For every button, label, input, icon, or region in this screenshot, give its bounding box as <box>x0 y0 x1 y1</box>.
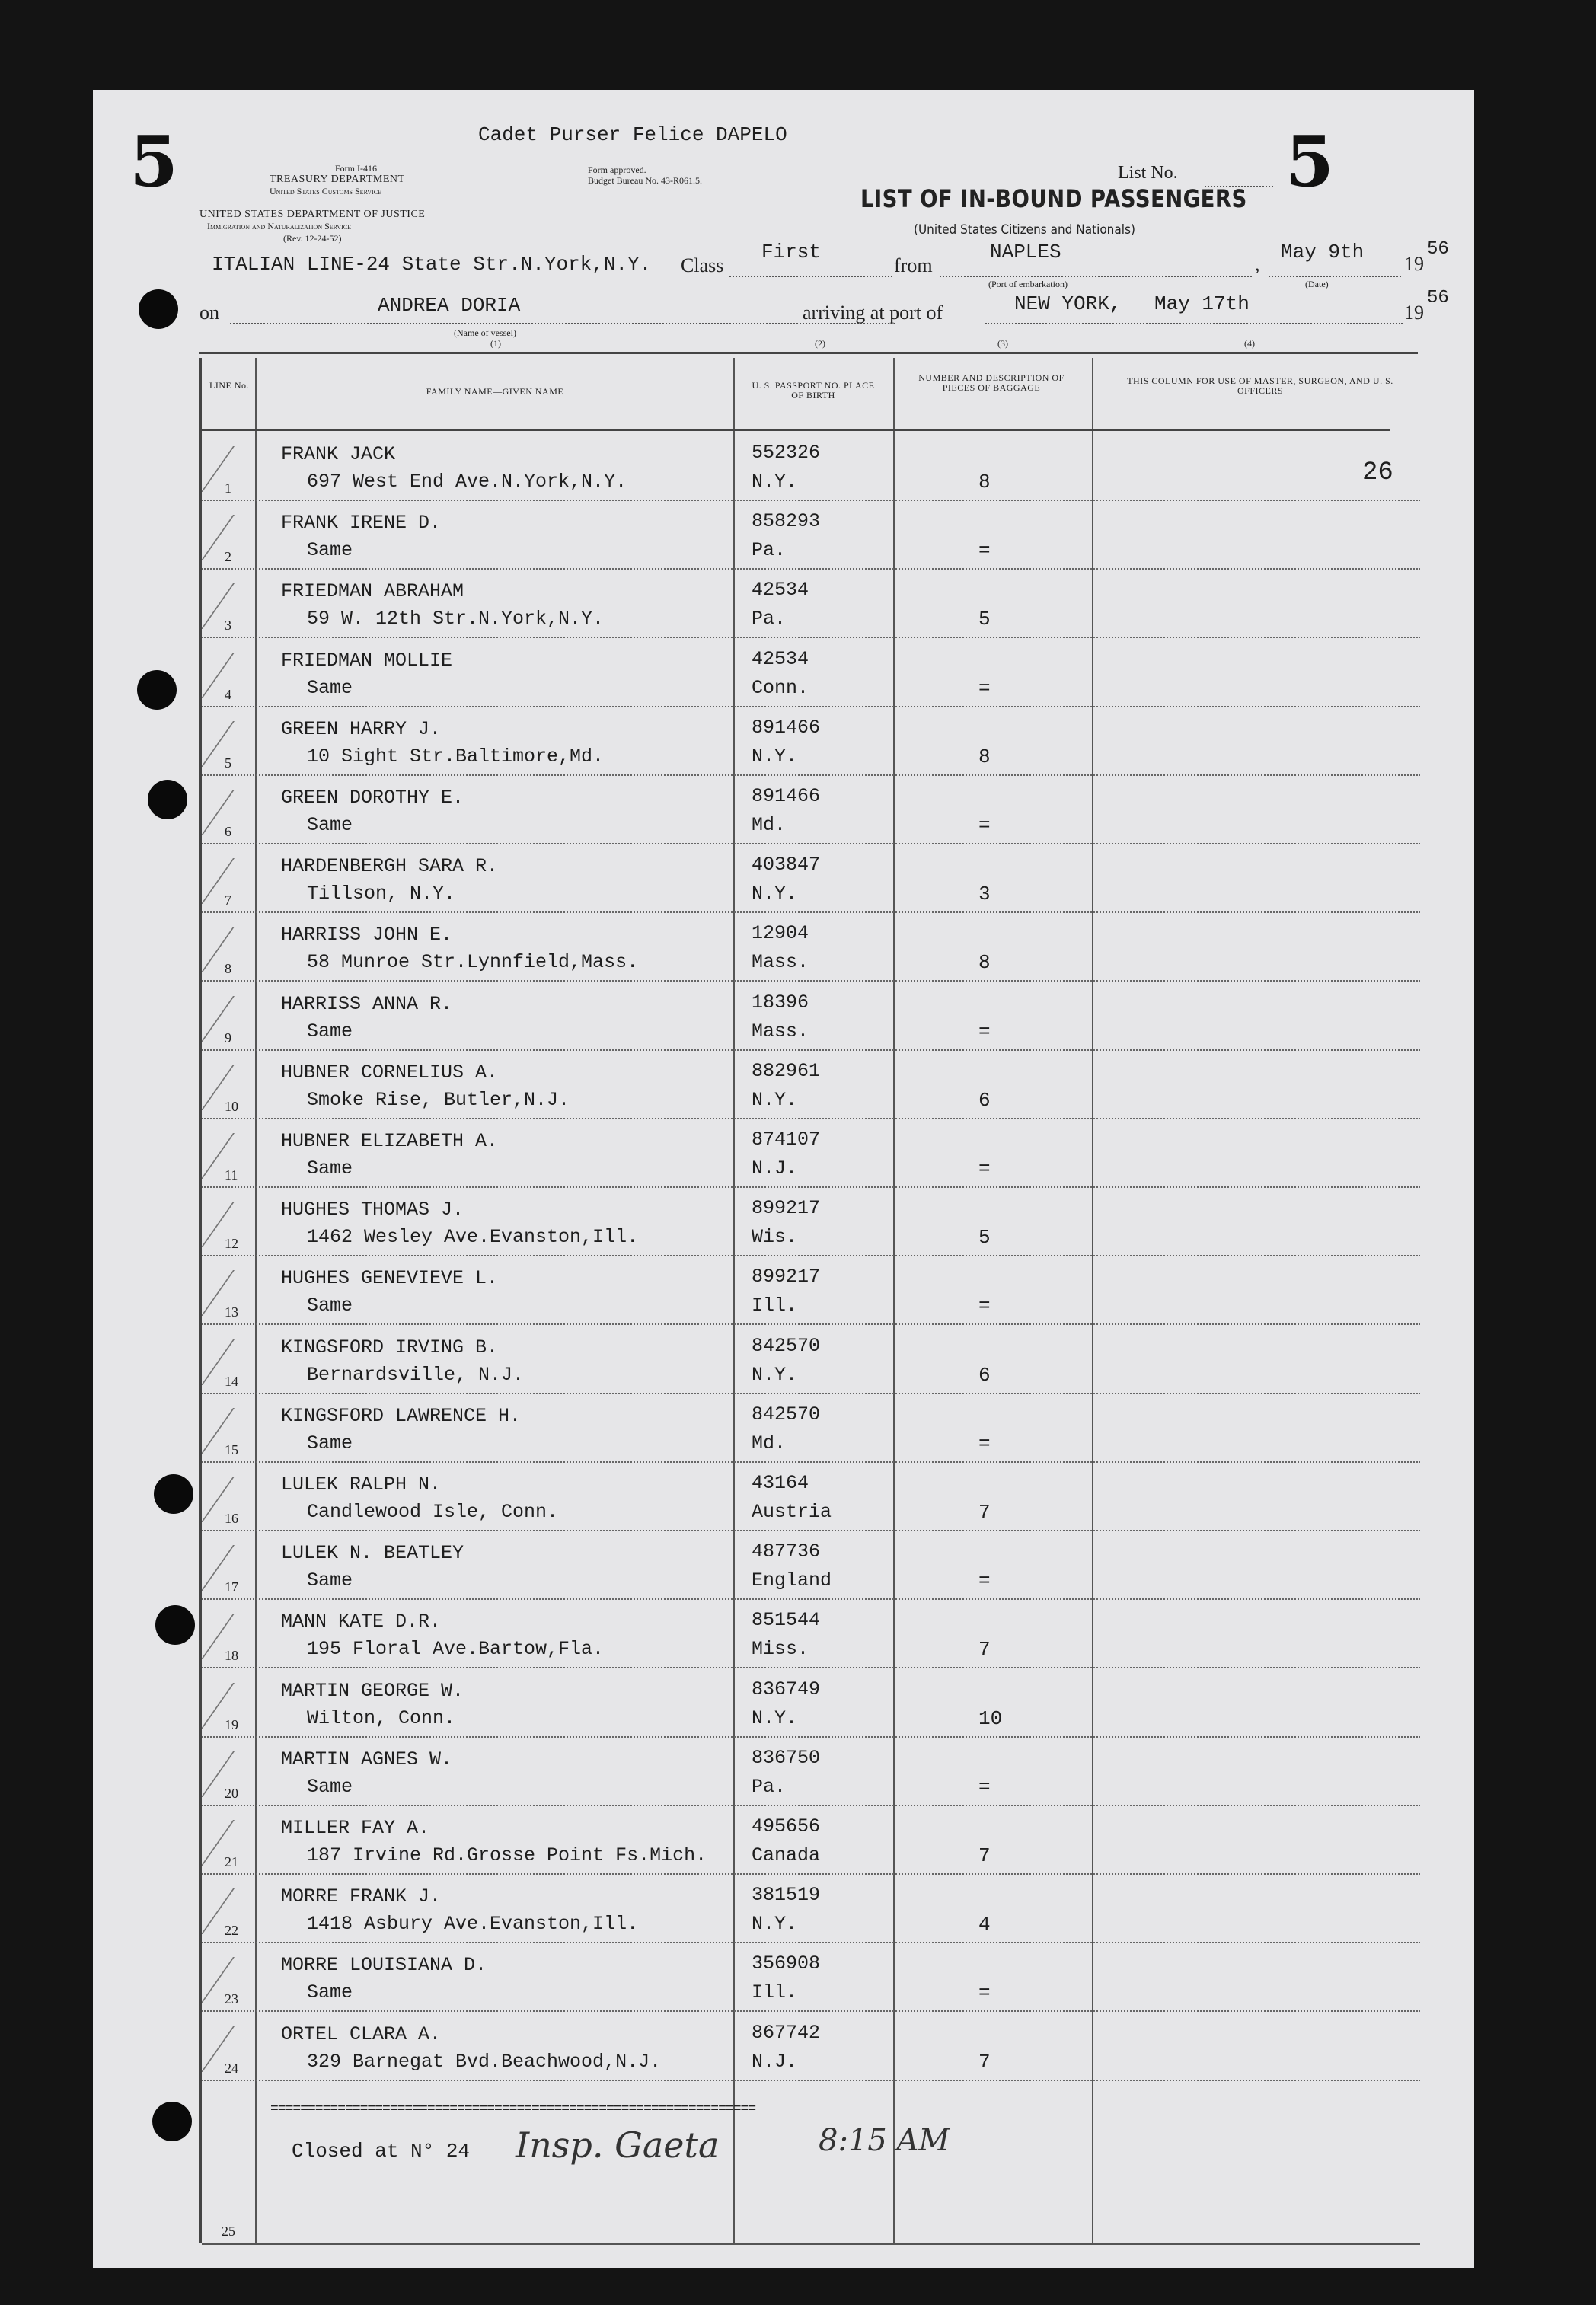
check-mark <box>201 1065 280 1110</box>
table-row <box>202 706 1420 776</box>
passenger-address: Same <box>307 539 353 562</box>
port-field <box>940 259 1252 277</box>
form-approved: Form approved. <box>588 164 646 175</box>
passport-number: 487736 <box>752 1540 821 1563</box>
place-of-birth: England <box>752 1569 832 1592</box>
check-mark <box>201 515 280 560</box>
place-of-birth: Md. <box>752 814 787 836</box>
passport-number: 842570 <box>752 1334 821 1357</box>
check-mark <box>201 996 280 1042</box>
passenger-table <box>200 358 1420 2243</box>
justice-dept: UNITED STATES DEPARTMENT OF JUSTICE <box>200 209 426 220</box>
baggage-count: = <box>978 1981 991 2005</box>
passenger-name: MORRE LOUISIANA D. <box>281 1954 487 1977</box>
passenger-name: HUGHES GENEVIEVE L. <box>281 1267 499 1290</box>
year-suffix: 56 <box>1427 239 1449 260</box>
line-number: 7 <box>225 892 231 908</box>
passport-number: 836750 <box>752 1746 821 1769</box>
line-number: 24 <box>225 2060 238 2076</box>
passenger-address: Same <box>307 814 353 836</box>
baggage-count: 8 <box>978 471 991 493</box>
check-mark <box>201 1202 280 1247</box>
binder-hole <box>155 1605 195 1645</box>
place-of-birth: Mass. <box>752 951 809 974</box>
passenger-address: Same <box>307 676 353 699</box>
closing-time: 8:15 AM <box>819 2123 950 2158</box>
passenger-name: KINGSFORD IRVING B. <box>281 1336 499 1358</box>
vessel-caption: (Name of vessel) <box>454 327 516 338</box>
place-of-birth: Pa. <box>752 539 787 562</box>
check-mark <box>201 1408 280 1454</box>
passenger-name: FRANK JACK <box>281 443 396 465</box>
place-of-birth: N.J. <box>752 2050 798 2073</box>
place-of-birth: Pa. <box>752 608 787 631</box>
table-row <box>202 1118 1420 1188</box>
place-of-birth: N.Y. <box>752 883 798 905</box>
table-row <box>202 911 1420 982</box>
passenger-address: 697 West End Ave.N.York,N.Y. <box>307 471 627 493</box>
budget-bureau: Budget Bureau No. 43-R061.5. <box>588 175 702 186</box>
baggage-count: = <box>978 1432 991 1455</box>
passenger-address: Same <box>307 1295 353 1317</box>
baggage-count: 6 <box>978 1363 991 1387</box>
passenger-address: Same <box>307 1432 353 1454</box>
page-number-right: 5 <box>1285 120 1335 203</box>
passenger-name: HUBNER CORNELIUS A. <box>281 1061 499 1084</box>
check-mark <box>201 1820 280 1866</box>
passenger-name: MORRE FRANK J. <box>281 1885 442 1908</box>
line-number: 17 <box>225 1579 238 1595</box>
comma: , <box>1255 253 1260 275</box>
baggage-count: = <box>978 1020 991 1043</box>
passenger-name: LULEK N. BEATLEY <box>281 1542 464 1565</box>
baggage-count: 8 <box>978 745 991 768</box>
passenger-name: GREEN HARRY J. <box>281 717 442 740</box>
table-row <box>202 1186 1420 1256</box>
col-ref-3: (3) <box>998 338 1008 349</box>
passport-number: 495656 <box>752 1815 821 1837</box>
binder-hole <box>154 1474 193 1514</box>
passenger-address: 1462 Wesley Ave.Evanston,Ill. <box>307 1226 639 1249</box>
passenger-name: HUBNER ELIZABETH A. <box>281 1130 499 1152</box>
check-mark <box>201 1751 280 1797</box>
passenger-name: ORTEL CLARA A. <box>281 2022 442 2045</box>
passenger-name: KINGSFORD LAWRENCE H. <box>281 1404 522 1427</box>
baggage-count: 8 <box>978 951 991 975</box>
passenger-name: HARDENBERGH SARA R. <box>281 855 499 878</box>
passport-number: 403847 <box>752 854 821 876</box>
baggage-count: 6 <box>978 1088 991 1112</box>
passport-number: 381519 <box>752 1884 821 1907</box>
baggage-count: 5 <box>978 608 991 631</box>
passenger-address: 329 Barnegat Bvd.Beachwood,N.J. <box>307 2050 662 2073</box>
table-row <box>202 2011 1420 2081</box>
binder-hole <box>137 670 177 710</box>
place-of-birth: N.Y. <box>752 1913 798 1936</box>
vessel-field <box>230 306 895 324</box>
passenger-name: MANN KATE D.R. <box>281 1611 442 1633</box>
check-mark <box>201 721 280 767</box>
baggage-count: = <box>978 1775 991 1799</box>
baggage-count: 5 <box>978 1226 991 1250</box>
passenger-address: Same <box>307 1569 353 1592</box>
passport-number: 18396 <box>752 991 809 1014</box>
vessel-value: ANDREA DORIA <box>378 294 521 317</box>
line-number: 10 <box>225 1098 238 1114</box>
baggage-count: = <box>978 1569 991 1593</box>
passport-number: 836749 <box>752 1678 821 1700</box>
passport-number: 12904 <box>752 922 809 945</box>
line-no-25: 25 <box>222 2224 235 2239</box>
passport-number: 552326 <box>752 442 821 464</box>
passport-number: 842570 <box>752 1403 821 1425</box>
class-label: Class <box>681 254 724 276</box>
baggage-count: 7 <box>978 1638 991 1662</box>
page-subtitle: (United States Citizens and Nationals) <box>914 222 1135 238</box>
passport-number: 899217 <box>752 1197 821 1220</box>
place-of-birth: N.Y. <box>752 1363 798 1386</box>
baggage-count: 7 <box>978 1844 991 1867</box>
passport-number: 867742 <box>752 2021 821 2044</box>
on-label: on <box>200 302 219 324</box>
shipping-line: ITALIAN LINE-24 State Str.N.York,N.Y. <box>212 253 652 276</box>
form-number: Form I-416 <box>335 163 377 174</box>
passenger-address: Wilton, Conn. <box>307 1706 456 1729</box>
passport-number: 891466 <box>752 785 821 807</box>
col-head-line: LINE No. <box>209 380 249 391</box>
passenger-address: 187 Irvine Rd.Grosse Point Fs.Mich. <box>307 1844 707 1866</box>
table-row <box>202 431 1420 501</box>
place-of-birth: Mass. <box>752 1020 809 1042</box>
passenger-address: Tillson, N.Y. <box>307 883 456 905</box>
arrival-year-suffix: 56 <box>1427 288 1449 308</box>
check-mark <box>201 1133 280 1179</box>
passenger-address: 59 W. 12th Str.N.York,N.Y. <box>307 608 605 631</box>
passenger-name: HARRISS JOHN E. <box>281 924 453 947</box>
passenger-address: Same <box>307 1020 353 1042</box>
passenger-name: LULEK RALPH N. <box>281 1473 442 1496</box>
header-rule <box>200 352 1418 354</box>
col-head-officers: THIS COLUMN FOR USE OF MASTER, SURGEON, AND U. S. OFFICERS <box>1127 375 1393 396</box>
check-mark <box>201 1957 280 2003</box>
treasury-dept: TREASURY DEPARTMENT <box>270 174 405 185</box>
check-mark <box>201 1614 280 1659</box>
line-number: 15 <box>225 1441 238 1457</box>
table-row <box>202 1049 1420 1119</box>
passenger-address: 58 Munroe Str.Lynnfield,Mass. <box>307 951 639 974</box>
passenger-address: 1418 Asbury Ave.Evanston,Ill. <box>307 1913 639 1936</box>
passport-number: 874107 <box>752 1129 821 1151</box>
closing-separator: ================================================================= <box>270 2102 756 2117</box>
table-row <box>202 1736 1420 1806</box>
passenger-name: HARRISS ANNA R. <box>281 992 453 1015</box>
arrival-port-value: NEW YORK, <box>1014 292 1122 315</box>
line-number: 14 <box>225 1373 238 1389</box>
place-of-birth: Md. <box>752 1432 787 1454</box>
line-number: 8 <box>225 961 231 977</box>
table-row <box>202 500 1420 570</box>
col-ref-4: (4) <box>1244 338 1255 349</box>
arriving-label: arriving at port of <box>803 302 943 324</box>
place-of-birth: Ill. <box>752 1295 798 1317</box>
passenger-address: Same <box>307 1775 353 1798</box>
check-mark <box>201 1477 280 1522</box>
place-of-birth: N.Y. <box>752 1088 798 1111</box>
revision: (Rev. 12-24-52) <box>283 233 342 244</box>
baggage-count: 4 <box>978 1913 991 1936</box>
passenger-name: MILLER FAY A. <box>281 1817 430 1839</box>
place-of-birth: N.J. <box>752 1157 798 1180</box>
baggage-count: 10 <box>978 1706 1003 1730</box>
check-mark <box>201 653 280 698</box>
col-head-name: FAMILY NAME—GIVEN NAME <box>426 386 564 397</box>
passport-number: 851544 <box>752 1609 821 1632</box>
check-mark <box>201 1888 280 1934</box>
baggage-count: = <box>978 539 991 563</box>
line-number: 21 <box>225 1854 238 1869</box>
list-no-label: List No. <box>1118 163 1178 183</box>
baggage-count: = <box>978 1157 991 1180</box>
baggage-count: = <box>978 676 991 700</box>
line-number: 1 <box>225 480 231 496</box>
officer-note: 26 <box>1362 458 1393 487</box>
date-value: May 9th <box>1281 241 1365 263</box>
passport-number: 42534 <box>752 579 809 602</box>
table-row <box>202 1598 1420 1668</box>
passenger-address: 10 Sight Str.Baltimore,Md. <box>307 745 605 768</box>
passenger-name: GREEN DOROTHY E. <box>281 787 464 809</box>
passenger-name: MARTIN GEORGE W. <box>281 1679 464 1702</box>
binder-hole <box>148 780 187 819</box>
passenger-address: Bernardsville, N.J. <box>307 1363 525 1386</box>
table-row <box>202 1393 1420 1463</box>
table-row <box>202 1461 1420 1531</box>
line-number: 13 <box>225 1304 238 1320</box>
place-of-birth: N.Y. <box>752 745 798 768</box>
passenger-address: Same <box>307 1981 353 2004</box>
line-number: 3 <box>225 618 231 634</box>
passenger-name: FRANK IRENE D. <box>281 512 442 535</box>
table-row <box>202 568 1420 638</box>
table-row <box>202 774 1420 844</box>
customs-service: United States Customs Service <box>270 186 381 196</box>
inspector-signature: Insp. Gaeta <box>516 2125 720 2166</box>
bottom-rule <box>202 2243 1420 2245</box>
passport-number: 42534 <box>752 647 809 670</box>
passport-number: 356908 <box>752 1952 821 1975</box>
place-of-birth: N.Y. <box>752 1706 798 1729</box>
place-of-birth: Conn. <box>752 676 809 699</box>
col-head-passport: U. S. PASSPORT NO. PLACE OF BIRTH <box>752 380 875 401</box>
arrival-year-prefix: 19 <box>1404 302 1424 324</box>
passenger-name: MARTIN AGNES W. <box>281 1748 453 1770</box>
table-row <box>202 1668 1420 1738</box>
arrival-date-value: May 17th <box>1154 292 1250 315</box>
table-row <box>202 1805 1420 1875</box>
table-row <box>202 843 1420 913</box>
purser-name: Cadet Purser Felice DAPELO <box>478 123 787 146</box>
place-of-birth: Austria <box>752 1501 832 1523</box>
check-mark <box>201 583 280 629</box>
passport-number: 882961 <box>752 1059 821 1082</box>
page-title: LIST OF IN-BOUND PASSENGERS <box>860 184 1247 213</box>
vessel-caption-num: (1) <box>490 338 501 349</box>
line-number: 19 <box>225 1716 238 1732</box>
passenger-address: Smoke Rise, Butler,N.J. <box>307 1088 570 1111</box>
line-number: 23 <box>225 1991 238 2007</box>
passenger-address: 195 Floral Ave.Bartow,Fla. <box>307 1638 605 1661</box>
baggage-count: 7 <box>978 2050 991 2074</box>
line-number: 11 <box>225 1167 238 1183</box>
table-row <box>202 1530 1420 1600</box>
col-head-baggage: NUMBER AND DESCRIPTION OF PIECES OF BAGGAGE <box>918 372 1065 393</box>
year-prefix: 19 <box>1404 253 1424 275</box>
line-number: 6 <box>225 824 231 839</box>
passenger-address: Same <box>307 1157 353 1180</box>
line-number: 4 <box>225 686 231 702</box>
class-value: First <box>761 241 822 263</box>
check-mark <box>201 1270 280 1316</box>
passenger-address: Candlewood Isle, Conn. <box>307 1501 559 1523</box>
baggage-count: 7 <box>978 1501 991 1524</box>
place-of-birth: Miss. <box>752 1638 809 1661</box>
place-of-birth: N.Y. <box>752 471 798 493</box>
manifest-sheet <box>93 90 1474 2268</box>
line-number: 16 <box>225 1511 238 1526</box>
line-number: 2 <box>225 549 231 565</box>
passenger-name: FRIEDMAN MOLLIE <box>281 649 453 672</box>
line-number: 22 <box>225 1923 238 1939</box>
binder-hole <box>139 289 178 329</box>
passport-number: 858293 <box>752 510 821 533</box>
check-mark <box>201 1683 280 1729</box>
col-ref-2: (2) <box>815 338 825 349</box>
place-of-birth: Wis. <box>752 1226 798 1249</box>
baggage-count: = <box>978 814 991 837</box>
table-row <box>202 1942 1420 2012</box>
baggage-count: = <box>978 1295 991 1318</box>
closing-text: Closed at N° 24 <box>292 2140 471 2163</box>
check-mark <box>201 1545 280 1591</box>
date-caption: (Date) <box>1305 279 1329 289</box>
passenger-name: FRIEDMAN ABRAHAM <box>281 580 464 603</box>
table-row <box>202 637 1420 707</box>
passenger-name: HUGHES THOMAS J. <box>281 1199 464 1221</box>
check-mark <box>201 858 280 904</box>
page-number-left: 5 <box>129 120 179 203</box>
place-of-birth: Ill. <box>752 1981 798 2004</box>
baggage-count: 3 <box>978 883 991 906</box>
table-row <box>202 1873 1420 1943</box>
table-row <box>202 1255 1420 1325</box>
line-number: 12 <box>225 1236 238 1252</box>
port-caption: (Port of embarkation) <box>988 279 1068 289</box>
immigration-service: Immigration and Naturalization Service <box>207 221 352 231</box>
place-of-birth: Canada <box>752 1844 821 1866</box>
line-number: 18 <box>225 1648 238 1664</box>
line-number: 5 <box>225 755 231 771</box>
passport-number: 43164 <box>752 1472 809 1494</box>
passport-number: 891466 <box>752 716 821 739</box>
place-of-birth: Pa. <box>752 1775 787 1798</box>
port-value: NAPLES <box>990 241 1061 263</box>
check-mark <box>201 790 280 835</box>
check-mark <box>201 446 280 492</box>
table-row <box>202 1324 1420 1394</box>
table-row <box>202 981 1420 1051</box>
check-mark <box>201 927 280 972</box>
line-number: 9 <box>225 1030 231 1046</box>
binder-hole <box>152 2102 192 2141</box>
passport-number: 899217 <box>752 1266 821 1288</box>
line-number: 20 <box>225 1785 238 1801</box>
check-mark <box>201 1339 280 1385</box>
check-mark <box>201 2026 280 2072</box>
from-label: from <box>894 254 933 276</box>
